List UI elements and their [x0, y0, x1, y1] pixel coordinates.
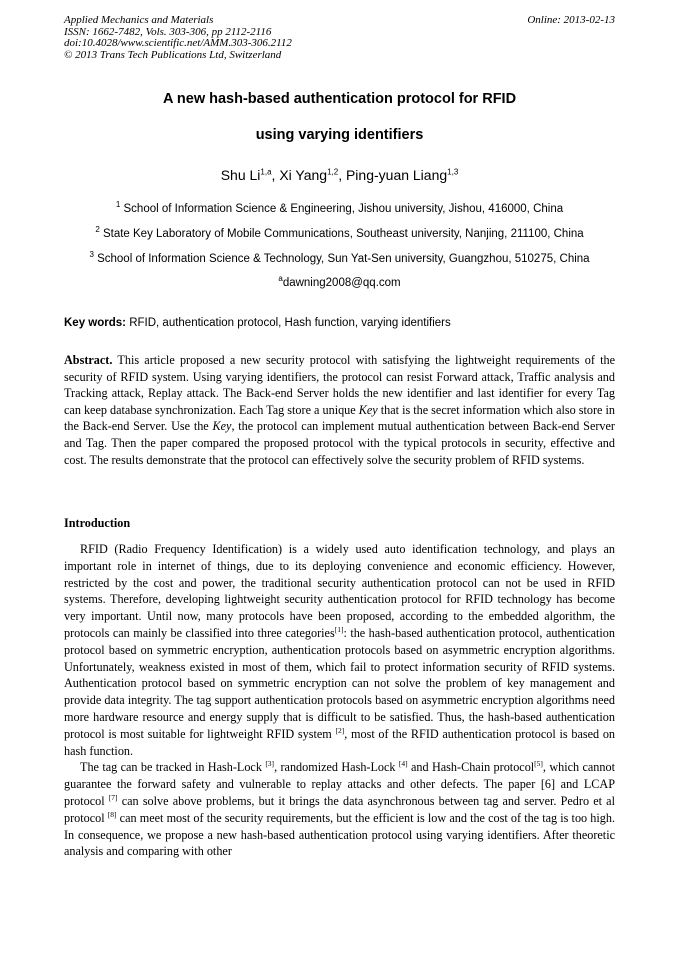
online-date: Online: 2013-02-13: [527, 14, 615, 26]
citation: [1]: [334, 624, 344, 634]
abstract-text: This article proposed a new security protocol with satisfying the lightweight requirements of the security of RFID system. Using varying identifiers, the protocol can resist Forward attack, Traffic analysis and Tracking attack, Replay attack. The Back-end Server holds the new identifier and last identifier for every Tag can keep database synchronization. Each Tag store a unique: [64, 353, 615, 417]
paragraph-text: and Hash-Chain protocol: [407, 760, 535, 775]
journal-header: [64, 15, 615, 61]
abstract-text: , the protocol can implement mutual authentication between Back-end Server and Tag. Then the paper compared the proposed protocol with the typical protocols in security, effective and cost. The results demonstrate that the protocol can effectively solve the security problem of RFID systems.: [64, 419, 615, 467]
doi-line: doi:10.4028/www.scientific.net/AMM.303-306.2112: [64, 37, 292, 49]
affiliation-text: School of Information Science & Technology, Sun Yat-Sen university, Guangzhou, 510275, China: [97, 253, 590, 265]
citation: [4]: [398, 759, 408, 769]
citation: [2]: [335, 725, 345, 735]
citation: [7]: [108, 792, 118, 802]
author-affiliation-mark: 1,a: [260, 167, 272, 177]
keywords-text: RFID, authentication protocol, Hash function, varying identifiers: [129, 317, 451, 329]
author-name: Xi Yang: [279, 167, 328, 183]
paragraph-text: can meet most of the security requirements, but the efficient is low and the cost of the tag is too high. In consequence, we propose a new hash-based authentication protocol using varying identifiers. After theoretic analysis and comparing with other: [64, 810, 615, 859]
abstract: [64, 352, 615, 468]
author-list: [64, 167, 615, 183]
author-separator: ,: [271, 167, 280, 183]
email-text: dawning2008@qq.com: [282, 277, 401, 289]
paper-title-line-2: using varying identifiers: [255, 127, 424, 143]
paragraph-text: The tag can be tracked in Hash-Lock: [80, 760, 266, 775]
citation: [8]: [107, 809, 117, 819]
affiliation-1: [64, 200, 615, 215]
affiliation-mark: 1: [115, 200, 121, 210]
author-affiliation-mark: 1,3: [447, 167, 459, 177]
affiliation-mark: 3: [89, 250, 94, 260]
paragraph-text: , most of the RFID authentication protocol is based on hash function.: [64, 726, 616, 758]
abstract-label: Abstract.: [64, 353, 113, 367]
affiliation-text: School of Information Science & Engineering, Jishou university, Jishou, 416000, China: [123, 203, 564, 215]
paragraph-text: can solve above problems, but it brings the data asynchronous between tag and server. Pedro et al protocol: [64, 793, 615, 825]
paragraph-text: , randomized Hash-Lock: [274, 760, 399, 775]
author-email: [64, 274, 615, 289]
introduction-body: [64, 541, 615, 860]
section-heading-introduction: Introduction: [64, 516, 131, 530]
keywords-label: Key words:: [64, 317, 126, 329]
abstract-text: that is the secret information which also store in the Back-end Server. Use the: [64, 402, 615, 434]
author-affiliation-mark: 1,2: [327, 167, 339, 177]
paragraph: [64, 541, 615, 759]
affiliation-2: [64, 225, 615, 240]
author-name: Shu Li: [220, 167, 261, 183]
keywords: [64, 317, 615, 329]
citation: [5]: [534, 759, 543, 769]
abstract-key-term: Key: [358, 402, 378, 417]
affiliation-3: [64, 250, 615, 265]
paragraph-text: RFID (Radio Frequency Identification) is a widely used auto identification technology, and plays an important role in internet of things, due to its deploying convenience and economic efficiency. However, restricted by the cost and power, the traditional security authentication protocol can not be used in RFID systems. Therefore, developing lightweight security authentication protocol for RFID technology has become very important. Until now, many protocols have been proposed, according to the embedded algorithm, the protocols can mainly be classified into three categories: [64, 542, 615, 640]
citation: [3]: [265, 759, 275, 769]
author-name: Ping-yuan Liang: [345, 167, 448, 183]
author-separator: ,: [338, 167, 346, 183]
affiliation-text: State Key Laboratory of Mobile Communications, Southeast university, Nanjing, 211100, China: [102, 228, 584, 240]
affiliation-mark: 2: [95, 225, 100, 235]
paragraph: [64, 759, 615, 860]
paper-title-line-1: A new hash-based authentication protocol for RFID: [162, 91, 517, 107]
journal-name: Applied Mechanics and Materials: [64, 14, 214, 26]
issn-line: ISSN: 1662-7482, Vols. 303-306, pp 2112-2116: [64, 25, 272, 38]
abstract-key-term: Key: [212, 419, 232, 434]
email-mark: a: [278, 274, 283, 284]
paragraph-text: , which cannot guarantee the forward safety and vulnerable to replay attacks and other defects. The paper [6] and LCAP protocol: [64, 760, 615, 808]
paragraph-text: : the hash-based authentication protocol, authentication protocol based on symmetric encryption, authentication protocols based on asymmetric encryption algorithms. Unfortunately, weakness existed in most of them, which fail to protect information security of RFID systems. Authentication protocol based on symmetric encryption can not solve the problem of key management and provide data integrity. The tag support authentication protocols based on asymmetric encryption algorithms need more hardware resource and energy supply that is difficult to be satisfied. Thus, the hash-based authentication protocol is most suitable for lightweight RFID system: [64, 625, 615, 741]
copyright-line: © 2013 Trans Tech Publications Ltd, Switzerland: [64, 48, 282, 61]
